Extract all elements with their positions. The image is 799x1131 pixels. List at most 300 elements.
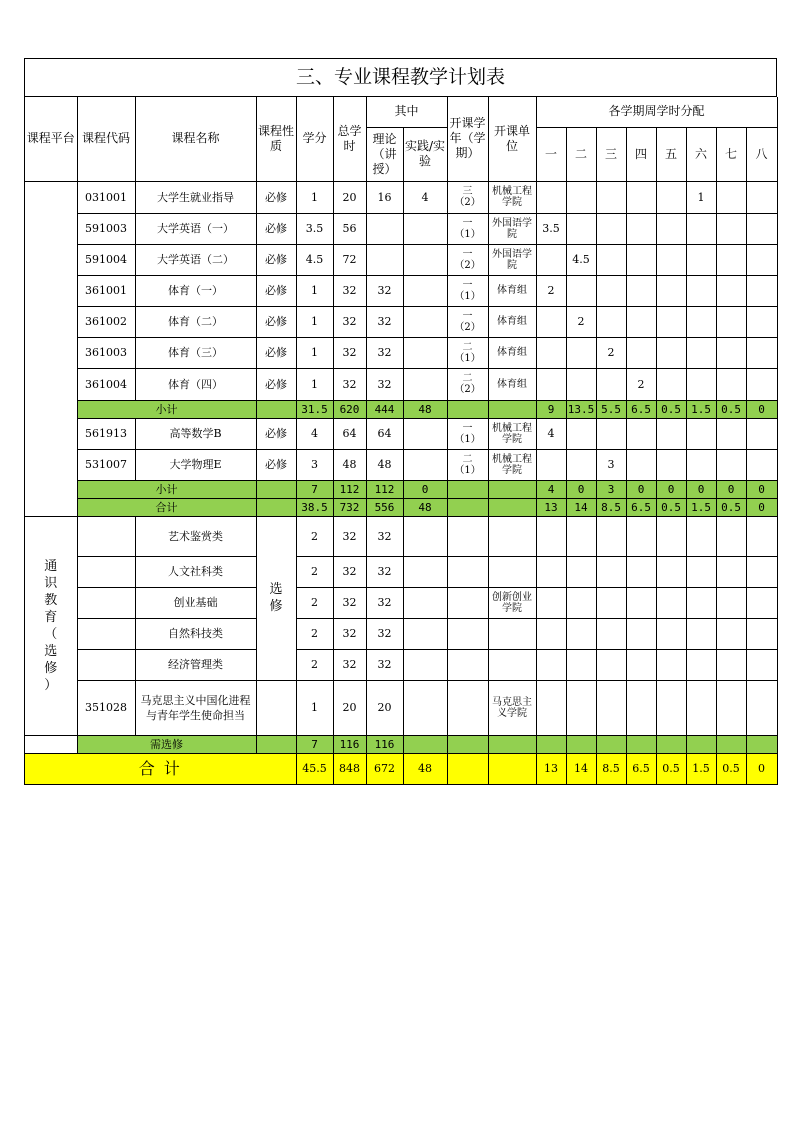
course-open-term [447,618,488,649]
course-credit: 2 [296,516,333,556]
header-open-unit: 开课单位 [488,97,536,181]
course-code [77,618,135,649]
course-nature: 必修 [256,449,296,480]
term-4-hours [626,735,656,753]
term-1-hours [536,516,566,556]
course-name: 经济管理类 [135,649,256,680]
course-open-term: 一 （1） [447,213,488,244]
term-1-hours [536,337,566,368]
header-among: 其中 [366,97,447,127]
header-term-1: 一 [536,127,566,181]
course-nature: 必修 [256,275,296,306]
term-8-hours: 0 [746,400,777,418]
course-name: 体育（四） [135,368,256,400]
header-name: 课程名称 [135,97,256,181]
course-open-unit: 机械工程学院 [488,418,536,449]
subtotal-row-credit: 31.5 [296,400,333,418]
term-2-hours [566,213,596,244]
course-practice [403,213,447,244]
term-2-hours [566,449,596,480]
subtotal-row-term [447,400,488,418]
course-open-unit [488,649,536,680]
subtotal-row-2 [25,480,777,498]
term-4-hours: 6.5 [626,498,656,516]
term-7-hours [716,306,746,337]
term-1-hours [536,449,566,480]
term-4-hours [626,275,656,306]
grand-total-hours: 848 [333,753,366,784]
course-credit: 4 [296,418,333,449]
term-2-hours: 0 [566,480,596,498]
term-6-hours [686,735,716,753]
term-2-hours [566,418,596,449]
term-8-hours [746,556,777,587]
subtotal-row-2-theory: 112 [366,480,403,498]
term-8-hours [746,337,777,368]
total-row [25,498,777,516]
header-open-term: 开课学年（学期） [447,97,488,181]
course-hours: 32 [333,649,366,680]
total-row-label: 合计 [77,498,256,516]
course-theory [366,244,403,275]
course-open-unit: 体育组 [488,337,536,368]
course-theory: 32 [366,649,403,680]
course-hours: 32 [333,306,366,337]
course-hours: 32 [333,556,366,587]
course-code: 361002 [77,306,135,337]
term-1-hours: 13 [536,498,566,516]
term-5-hours [656,618,686,649]
course-theory: 16 [366,181,403,213]
course-open-term: 二 （1） [447,337,488,368]
term-1-hours [536,368,566,400]
grand-total-term [447,753,488,784]
course-theory: 32 [366,556,403,587]
table-row [25,649,777,680]
term-7-hours: 0.5 [716,400,746,418]
total-row-theory: 556 [366,498,403,516]
subtotal-row-2-hours: 112 [333,480,366,498]
course-credit: 3 [296,449,333,480]
term-5-hours: 0.5 [656,400,686,418]
term-4-hours: 0 [626,480,656,498]
term-6-hours [686,418,716,449]
term-7-hours [716,618,746,649]
term-1-hours [536,735,566,753]
term-6-hours [686,306,716,337]
term-5-hours [656,418,686,449]
table-row [25,418,777,449]
term-6-hours: 1.5 [686,400,716,418]
need-elect-credit: 7 [296,735,333,753]
course-name: 体育（三） [135,337,256,368]
term-1-hours [536,181,566,213]
course-practice [403,244,447,275]
term-4-hours [626,244,656,275]
term-3-hours [596,735,626,753]
course-credit: 2 [296,587,333,618]
term-6-hours [686,587,716,618]
header-total-hours: 总学时 [333,97,366,181]
need-elect-nature [256,735,296,753]
course-theory: 32 [366,516,403,556]
course-name: 体育（二） [135,306,256,337]
header-term-6: 六 [686,127,716,181]
term-5-hours: 0.5 [656,753,686,784]
course-practice [403,306,447,337]
header-term-8: 八 [746,127,777,181]
grand-total-credit: 45.5 [296,753,333,784]
course-name: 体育（一） [135,275,256,306]
need-elect-platform [25,735,77,753]
term-2-hours [566,649,596,680]
term-7-hours: 0 [716,480,746,498]
subtotal-row-nature [256,400,296,418]
course-nature: 必修 [256,368,296,400]
term-8-hours [746,418,777,449]
course-code: 361004 [77,368,135,400]
term-1-hours [536,649,566,680]
term-1-hours: 9 [536,400,566,418]
subtotal-row-2-label: 小计 [77,480,256,498]
total-row-nature [256,498,296,516]
term-4-hours [626,418,656,449]
course-practice [403,680,447,735]
subtotal-row-label: 小计 [77,400,256,418]
grand-total-theory: 672 [366,753,403,784]
term-8-hours [746,735,777,753]
total-row-term [447,498,488,516]
total-row-hours: 732 [333,498,366,516]
term-8-hours [746,368,777,400]
subtotal-row [25,400,777,418]
header-credit: 学分 [296,97,333,181]
course-credit: 2 [296,618,333,649]
term-3-hours [596,516,626,556]
term-5-hours [656,735,686,753]
course-name: 大学物理E [135,449,256,480]
course-hours: 32 [333,275,366,306]
term-5-hours [656,337,686,368]
term-7-hours [716,680,746,735]
term-7-hours [716,244,746,275]
term-5-hours [656,680,686,735]
table-row [25,213,777,244]
need-elect-term [447,735,488,753]
term-6-hours [686,213,716,244]
subtotal-row-2-unit [488,480,536,498]
course-theory: 32 [366,306,403,337]
course-hours: 32 [333,587,366,618]
course-practice: 4 [403,181,447,213]
course-credit: 1 [296,337,333,368]
term-6-hours [686,680,716,735]
term-2-hours [566,368,596,400]
course-credit: 2 [296,649,333,680]
subtotal-row-hours: 620 [333,400,366,418]
term-5-hours [656,649,686,680]
term-4-hours [626,516,656,556]
table-row [25,181,777,213]
term-7-hours: 0.5 [716,498,746,516]
course-theory: 32 [366,275,403,306]
term-7-hours [716,337,746,368]
term-2-hours [566,275,596,306]
course-open-unit [488,618,536,649]
header-term-2: 二 [566,127,596,181]
header-platform: 课程平台 [25,97,77,181]
term-7-hours [716,516,746,556]
course-nature: 必修 [256,418,296,449]
term-3-hours [596,275,626,306]
course-name: 艺术鉴赏类 [135,516,256,556]
header-practice: 实践/实验 [403,127,447,181]
table-row [25,556,777,587]
term-1-hours [536,556,566,587]
term-4-hours [626,337,656,368]
term-6-hours: 1 [686,181,716,213]
term-2-hours: 14 [566,753,596,784]
term-7-hours [716,556,746,587]
course-open-term [447,516,488,556]
term-2-hours [566,680,596,735]
term-3-hours [596,556,626,587]
table-row [25,449,777,480]
term-3-hours [596,618,626,649]
term-7-hours [716,275,746,306]
term-6-hours [686,649,716,680]
term-2-hours: 4.5 [566,244,596,275]
term-3-hours: 3 [596,449,626,480]
term-2-hours [566,516,596,556]
term-7-hours: 0.5 [716,753,746,784]
term-4-hours [626,680,656,735]
term-1-hours: 13 [536,753,566,784]
course-code: 031001 [77,181,135,213]
course-name: 高等数学B [135,418,256,449]
term-4-hours [626,618,656,649]
term-7-hours [716,649,746,680]
course-open-term: 二 （2） [447,368,488,400]
subtotal-row-2-practice: 0 [403,480,447,498]
term-2-hours [566,618,596,649]
course-plan-table [25,97,778,785]
grand-total-unit [488,753,536,784]
table-row [25,680,777,735]
term-6-hours [686,618,716,649]
course-credit: 1 [296,181,333,213]
term-6-hours: 1.5 [686,753,716,784]
course-code: 531007 [77,449,135,480]
course-hours: 48 [333,449,366,480]
term-8-hours [746,516,777,556]
course-nature: 必修 [256,306,296,337]
term-5-hours [656,181,686,213]
term-3-hours [596,418,626,449]
course-credit: 2 [296,556,333,587]
course-hours: 20 [333,181,366,213]
table-row [25,337,777,368]
term-4-hours [626,213,656,244]
term-8-hours [746,587,777,618]
term-5-hours [656,556,686,587]
course-theory: 32 [366,618,403,649]
course-nature: 必修 [256,337,296,368]
term-2-hours: 13.5 [566,400,596,418]
subtotal-row-2-nature [256,480,296,498]
table-row [25,587,777,618]
term-3-hours [596,181,626,213]
course-credit: 1 [296,680,333,735]
subtotal-row-theory: 444 [366,400,403,418]
table-row [25,275,777,306]
term-5-hours [656,449,686,480]
table-row [25,516,777,556]
course-open-unit: 体育组 [488,275,536,306]
need-elect-practice [403,735,447,753]
header-term-7: 七 [716,127,746,181]
term-1-hours [536,587,566,618]
course-practice [403,556,447,587]
term-8-hours [746,680,777,735]
course-open-term: 二 （1） [447,449,488,480]
header-term-5: 五 [656,127,686,181]
term-4-hours [626,306,656,337]
course-code: 351028 [77,680,135,735]
term-8-hours [746,618,777,649]
term-8-hours [746,181,777,213]
term-5-hours [656,213,686,244]
term-5-hours: 0.5 [656,498,686,516]
course-open-term: 一 （2） [447,306,488,337]
course-code [77,516,135,556]
term-2-hours: 14 [566,498,596,516]
course-nature: 必修 [256,213,296,244]
term-1-hours: 4 [536,418,566,449]
term-8-hours [746,275,777,306]
course-practice [403,337,447,368]
term-3-hours: 2 [596,337,626,368]
course-open-term: 一 （1） [447,275,488,306]
course-nature [256,680,296,735]
term-6-hours [686,337,716,368]
course-name: 马克思主义中国化进程与青年学生使命担当 [135,680,256,735]
term-6-hours [686,275,716,306]
subtotal-row-practice: 48 [403,400,447,418]
header-term-4: 四 [626,127,656,181]
term-7-hours [716,213,746,244]
subtotal-row-unit [488,400,536,418]
need-elect-hours: 116 [333,735,366,753]
need-elect-theory: 116 [366,735,403,753]
course-hours: 32 [333,516,366,556]
term-4-hours [626,181,656,213]
term-1-hours: 4 [536,480,566,498]
course-practice [403,418,447,449]
term-5-hours [656,368,686,400]
term-3-hours: 5.5 [596,400,626,418]
term-1-hours [536,618,566,649]
subtotal-row-2-credit: 7 [296,480,333,498]
term-1-hours: 3.5 [536,213,566,244]
course-name: 大学英语（二） [135,244,256,275]
need-elect-unit [488,735,536,753]
course-theory: 32 [366,587,403,618]
course-open-term [447,556,488,587]
term-3-hours [596,306,626,337]
course-practice [403,587,447,618]
term-8-hours [746,649,777,680]
term-5-hours [656,306,686,337]
subtotal-row-2-term [447,480,488,498]
course-open-unit: 机械工程学院 [488,181,536,213]
term-5-hours [656,587,686,618]
term-7-hours [716,587,746,618]
course-open-unit [488,516,536,556]
term-7-hours [716,449,746,480]
header-code: 课程代码 [77,97,135,181]
term-2-hours: 2 [566,306,596,337]
course-nature: 必修 [256,181,296,213]
term-1-hours [536,244,566,275]
course-practice [403,449,447,480]
term-2-hours [566,556,596,587]
course-open-unit: 体育组 [488,306,536,337]
term-1-hours [536,306,566,337]
course-code [77,649,135,680]
table-row [25,618,777,649]
term-6-hours [686,556,716,587]
course-code: 361001 [77,275,135,306]
table-row [25,306,777,337]
course-practice [403,516,447,556]
course-credit: 1 [296,368,333,400]
term-8-hours: 0 [746,498,777,516]
course-theory: 20 [366,680,403,735]
term-6-hours [686,516,716,556]
header-nature: 课程性质 [256,97,296,181]
header-term-3: 三 [596,127,626,181]
term-8-hours [746,449,777,480]
course-open-unit [488,556,536,587]
course-open-unit: 体育组 [488,368,536,400]
course-open-unit: 马克思主义学院 [488,680,536,735]
term-1-hours: 2 [536,275,566,306]
course-code [77,556,135,587]
course-hours: 32 [333,618,366,649]
term-2-hours [566,181,596,213]
course-theory: 64 [366,418,403,449]
course-open-unit: 创新创业学院 [488,587,536,618]
total-row-practice: 48 [403,498,447,516]
term-7-hours [716,735,746,753]
course-code [77,587,135,618]
course-practice [403,618,447,649]
term-4-hours [626,449,656,480]
term-3-hours [596,649,626,680]
term-2-hours [566,735,596,753]
course-name: 大学生就业指导 [135,181,256,213]
term-3-hours: 8.5 [596,753,626,784]
term-6-hours [686,244,716,275]
course-nature: 必修 [256,244,296,275]
course-open-term: 一 （1） [447,418,488,449]
course-plan-sheet [24,58,777,785]
course-hours: 72 [333,244,366,275]
term-8-hours [746,213,777,244]
term-3-hours [596,244,626,275]
course-open-term [447,680,488,735]
